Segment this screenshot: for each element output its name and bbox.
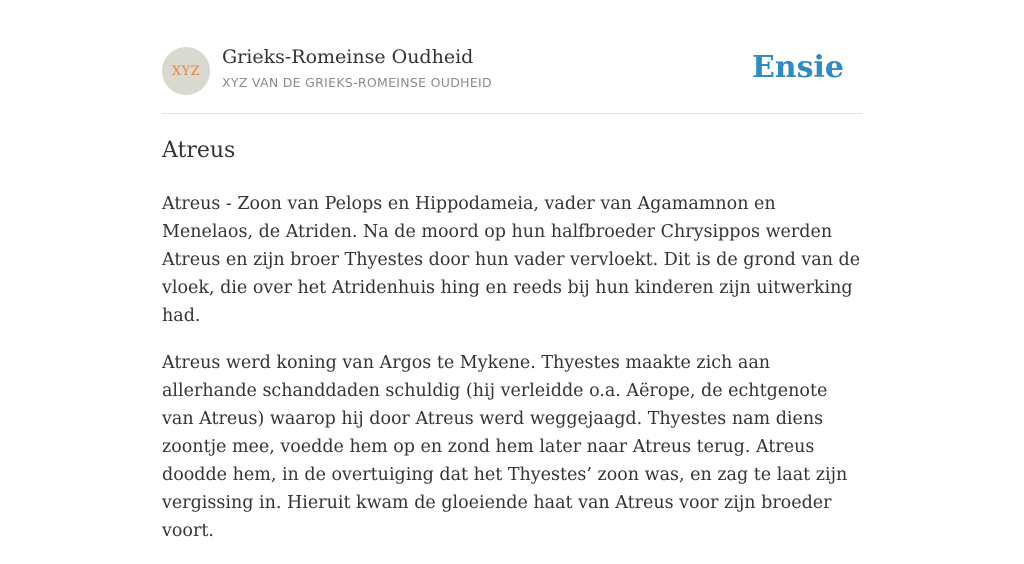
article-title: Atreus (162, 138, 236, 163)
header-divider (162, 113, 862, 114)
source-title[interactable]: Grieks-Romeinse Oudheid (222, 46, 474, 68)
article-body (162, 190, 862, 564)
article-paragraph: Atreus werd koning van Argos te Mykene. Thyestes maakte zich aan allerhande schanddaden schuldig (hij verleidde o.a. Aërope, de echtgenote van Atreus) waarop hij door Atreus werd weggejaagd. Thyestes nam diens zoontje mee, voedde hem op en zond hem later naar Atreus terug. Atreus doodde hem, in de overtuiging dat het Thyestes’ zoon was, en zag te laat zijn vergissing in. Hieruit kwam de gloeiende haat van Atreus voor zijn broeder voort. (162, 353, 848, 541)
source-subtitle: XYZ VAN DE GRIEKS-ROMEINSE OUDHEID (222, 75, 492, 90)
source-avatar[interactable]: XYZ (162, 47, 210, 95)
brand-logo[interactable]: Ensie (751, 50, 844, 85)
source-header (162, 46, 862, 96)
article-paragraph: Atreus - Zoon van Pelops en Hippodameia, vader van Agamamnon en Menelaos, de Atriden. Na de moord op hun halfbroeder Chrysippos werden Atreus en zijn broer Thyestes door hun vader vervloekt. Dit is de grond van de vloek, die over het Atridenhuis hing en reeds bij hun kinderen zijn uitwerking had. (162, 194, 861, 326)
